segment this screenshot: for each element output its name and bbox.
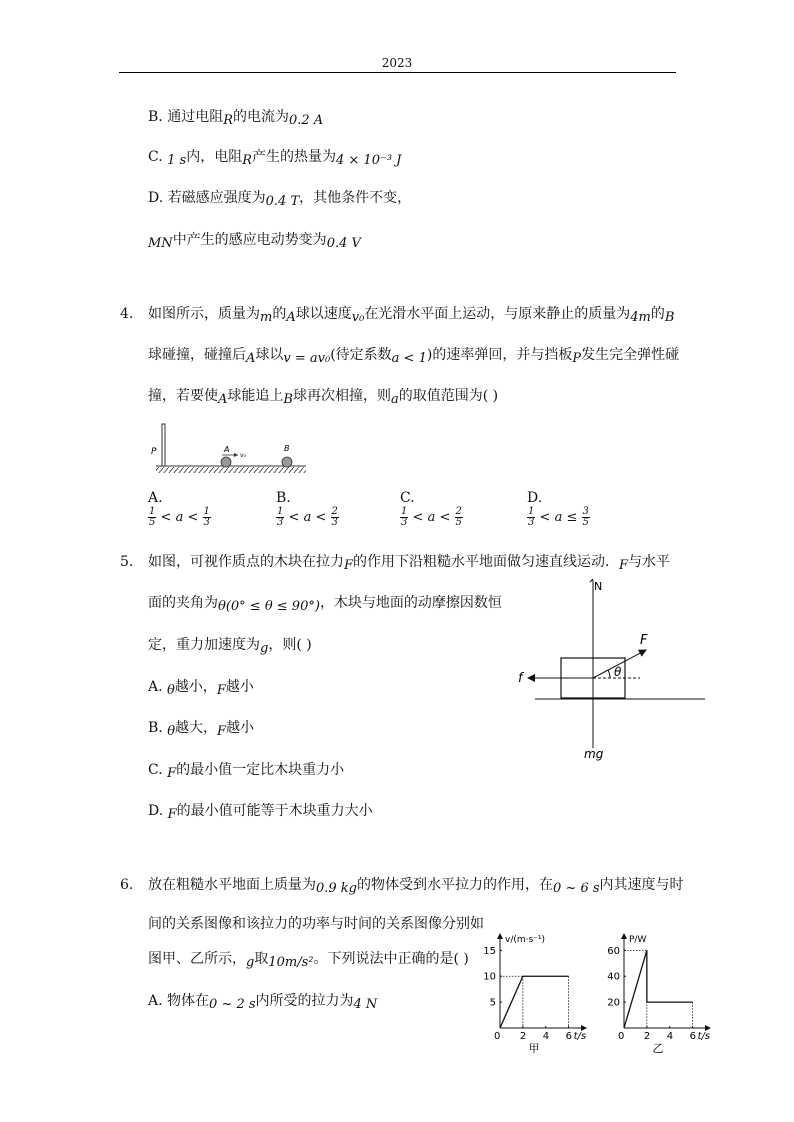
q6-text: 内所受的拉力为	[255, 993, 354, 1009]
angle-arc	[608, 670, 610, 678]
q4-line-2	[148, 346, 679, 365]
numerator: 3	[582, 506, 589, 517]
q5-theta: θ	[167, 724, 176, 739]
relation: <	[439, 510, 451, 525]
q3-option-d-text: D. 若磁感应强度为	[148, 190, 266, 206]
q6-text: 的物体受到水平拉力的作用，在	[357, 877, 554, 893]
velocity-time-chart	[474, 930, 594, 1055]
q5-force: F	[216, 683, 226, 698]
q5-force: F	[167, 766, 177, 781]
q4-line-1	[120, 305, 674, 324]
q4-ball-a: A	[246, 351, 256, 366]
plate-p	[162, 424, 165, 466]
q3-option-d-text3: 中产生的感应电动势变为	[172, 232, 327, 248]
normal-force-label: N	[594, 580, 603, 593]
numerator: 1	[277, 506, 284, 517]
q4-option-expression	[527, 507, 590, 528]
chart-caption: 乙	[652, 1042, 664, 1055]
q3-option-b-resistor: R	[223, 113, 233, 128]
denominator: 5	[149, 517, 156, 528]
ground-hatch	[156, 467, 306, 473]
q5-force: F	[217, 724, 227, 739]
q5-text: 与水平	[628, 554, 671, 570]
q5-option-d	[148, 802, 373, 821]
denominator: 3	[401, 517, 408, 528]
pull-force-label: F	[640, 633, 648, 648]
q4-option-a	[148, 490, 211, 528]
y-axis-label: v/(m·s⁻¹)	[505, 935, 546, 945]
q6-text: 取	[254, 951, 269, 967]
q3-option-c-text: 内，电阻	[186, 149, 243, 165]
fraction-lower	[527, 507, 535, 528]
q6-gravity-value: 10m/s²	[268, 955, 314, 970]
q4-option-label: C.	[400, 490, 415, 506]
q4-mass: m	[260, 310, 273, 325]
y-axis-label: P/W	[629, 935, 647, 945]
x-tick-label: 4	[666, 1031, 674, 1042]
q4-ball-b: B	[664, 310, 675, 325]
x-tick-label: 2	[519, 1031, 527, 1042]
q4-text: 如图所示，质量为	[148, 306, 260, 322]
q5-text: 的作用下沿粗糙水平地面做匀速直线运动．	[353, 554, 620, 570]
q4-text: 在光滑水平面上运动，与原来静止的质量为	[364, 306, 631, 322]
q4-number: 4.	[120, 306, 134, 322]
y-tick-label: 10	[483, 971, 496, 983]
denominator: 3	[528, 517, 535, 528]
q4-text: 球碰撞，碰撞后	[148, 347, 246, 363]
x-tick-label: 0	[618, 1031, 625, 1042]
q4-option-expression	[400, 507, 463, 528]
q5-text: ，木块与地面的动摩擦因数恒	[319, 595, 502, 611]
q5-force: F	[344, 558, 354, 573]
q5-text: 的最小值一定比木块重力小	[176, 762, 345, 778]
gravity-label: mg	[584, 747, 604, 761]
q3-option-d-text2: ，其他条件不变，	[299, 190, 412, 206]
q5-text: 如图，可视作质点的木块在拉力	[148, 554, 344, 570]
q4-text: 球以	[255, 347, 284, 363]
q4-text: (待定系数	[330, 347, 392, 363]
q5-force: F	[619, 558, 629, 573]
velocity-label: v₀	[240, 452, 246, 459]
numerator: 2	[455, 506, 462, 517]
q5-text: 越小，	[174, 679, 217, 695]
q5-text: 越小	[226, 720, 255, 736]
q5-figure	[510, 578, 710, 763]
q6-text: 图甲、乙所示，	[148, 951, 246, 967]
q3-option-d-continued	[148, 231, 361, 250]
ball-b-label: B	[284, 444, 290, 453]
x-tick-label: 0	[494, 1031, 501, 1042]
relation: <	[160, 510, 172, 525]
q5-gravity: g	[260, 641, 269, 656]
q3-option-c-label: C.	[148, 149, 168, 165]
q4-mass-b: 4m	[630, 310, 651, 325]
variable: a	[427, 510, 436, 525]
q3-option-c-text2: 产生的热量为	[252, 149, 336, 165]
y-tick-label: 15	[483, 945, 496, 957]
q5-option-c	[148, 761, 344, 780]
theta-label: θ	[614, 665, 622, 679]
y-tick-label: 20	[607, 997, 620, 1009]
q6-time-range: 0 ~ 6 s	[553, 881, 600, 896]
velocity-arrowhead	[234, 453, 238, 457]
relation: <	[412, 510, 424, 525]
x-tick-label: 4	[542, 1031, 550, 1042]
q6-text: 放在粗糙水平地面上质量为	[148, 877, 316, 893]
q5-line-1	[120, 553, 670, 572]
q4-ball-a: A	[218, 392, 228, 407]
header-rule	[119, 72, 676, 73]
ball-b	[282, 457, 292, 467]
y-tick-label: 60	[607, 945, 620, 957]
q4-text: 的	[272, 306, 287, 322]
page-header-year: 2023	[381, 56, 413, 70]
q4-ball-b: B	[283, 392, 293, 407]
denominator: 3	[331, 517, 338, 528]
fraction-upper	[203, 507, 211, 528]
q6-text: 间的关系图像和该拉力的功率与时间的关系图像分别如	[148, 916, 484, 932]
q5-text: 的最小值可能等于木块重力大小	[176, 803, 373, 819]
q3-option-c-value: 4 × 10⁻³ J	[336, 153, 402, 168]
q3-option-d	[148, 189, 411, 208]
q4-coefficient: a	[390, 392, 399, 407]
data-line	[500, 976, 569, 1028]
fraction-upper	[331, 507, 339, 528]
q4-line-3	[148, 387, 498, 406]
q5-text: 越小	[225, 679, 254, 695]
numerator: 1	[401, 506, 408, 517]
x-tick-label: 6	[565, 1031, 572, 1042]
q4-option-expression	[276, 507, 339, 528]
q4-condition: a < 1	[391, 351, 427, 366]
ball-a	[221, 457, 231, 467]
q4-option-d	[527, 490, 590, 528]
q4-figure	[148, 420, 310, 478]
fraction-upper	[455, 507, 463, 528]
q6-text: 。下列说法中正确的是( )	[313, 951, 469, 967]
numerator: 1	[149, 506, 156, 517]
q4-plate: P	[572, 351, 582, 366]
x-tick-label: 6	[689, 1031, 696, 1042]
q6-option-a-range: 0 ~ 2 s	[209, 997, 256, 1012]
q5-line-2	[148, 594, 502, 613]
q5-force: F	[167, 807, 177, 822]
denominator: 3	[277, 517, 284, 528]
data-line	[624, 950, 693, 1028]
q4-option-b	[276, 490, 339, 528]
q4-option-label: A.	[148, 490, 163, 506]
relation: <	[315, 510, 327, 525]
relation: <	[288, 510, 300, 525]
q5-option-b-label: B.	[148, 720, 168, 736]
q6-text: A. 物体在	[148, 993, 210, 1009]
q6-mass: 0.9 kg	[316, 881, 358, 896]
y-tick-label: 5	[489, 997, 496, 1009]
q5-line-3	[148, 636, 312, 655]
fraction-upper	[582, 507, 590, 528]
friction-label: f	[518, 671, 523, 686]
ball-a-label: A	[224, 445, 230, 454]
q5-text: 定，重力加速度为	[148, 637, 260, 653]
q6-line-3	[148, 950, 469, 969]
denominator: 5	[582, 517, 589, 528]
y-tick-label: 40	[607, 971, 620, 983]
fraction-lower	[276, 507, 284, 528]
x-axis-label: t/s	[697, 1031, 711, 1042]
q4-text: 的取值范围为( )	[398, 388, 499, 404]
q6-number: 6.	[120, 877, 134, 893]
q6-option-a	[148, 992, 377, 1011]
q4-text: 球以速度	[295, 306, 352, 322]
q5-option-a	[148, 678, 254, 697]
chart-caption: 甲	[528, 1042, 540, 1055]
q3-option-c-resistor: R	[242, 153, 252, 168]
q4-text: 球能追上	[227, 388, 284, 404]
q6-option-a-force: 4 N	[353, 997, 378, 1012]
q3-option-c	[148, 148, 401, 167]
denominator: 5	[455, 517, 462, 528]
relation: <	[187, 510, 199, 525]
fraction-lower	[400, 507, 408, 528]
numerator: 2	[331, 506, 338, 517]
x-axis-label: t/s	[573, 1031, 587, 1042]
numerator: 1	[203, 506, 210, 517]
q3-option-b-text2: 的电流为	[233, 109, 289, 125]
q3-option-b-value: 0.2 A	[289, 113, 324, 128]
q5-text: ，则( )	[268, 637, 312, 653]
q4-option-label: D.	[527, 490, 543, 506]
q6-gravity: g	[246, 955, 255, 970]
denominator: 3	[203, 517, 210, 528]
q4-ball-a: A	[286, 310, 296, 325]
relation: ≤	[566, 510, 578, 525]
q4-speed: v₀	[351, 310, 365, 325]
q6-line-1	[120, 876, 684, 895]
q5-option-d-label: D.	[148, 803, 168, 819]
plate-label: P	[151, 447, 157, 457]
q4-text: )的速率弹回，并与挡板	[426, 347, 573, 363]
q4-rebound-speed: v = av₀	[283, 351, 331, 366]
x-tick-label: 2	[643, 1031, 651, 1042]
q5-text: 面的夹角为	[148, 595, 218, 611]
q5-option-a-label: A.	[148, 679, 168, 695]
q4-text: 发生完全弹性碰	[581, 347, 680, 363]
relation: <	[539, 510, 551, 525]
numerator: 1	[528, 506, 535, 517]
q5-theta: θ	[167, 683, 175, 698]
q6-text: 内其速度与时	[599, 877, 684, 893]
q5-text: 越大，	[175, 720, 218, 736]
fraction-lower	[148, 507, 156, 528]
q3-option-d-rod: MN	[148, 236, 173, 251]
q4-option-expression	[148, 507, 211, 528]
q3-option-d-field: 0.4 T	[265, 194, 300, 209]
variable: a	[175, 510, 184, 525]
power-time-chart	[598, 930, 718, 1055]
q4-text: 的	[650, 306, 665, 322]
q4-option-c	[400, 490, 463, 528]
q5-number: 5.	[120, 554, 134, 570]
q4-text: 撞，若要使	[148, 388, 218, 404]
q3-option-b	[148, 108, 323, 127]
q6-line-2	[148, 915, 484, 933]
q3-option-c-time: 1 s	[167, 153, 187, 168]
q3-option-d-emf: 0.4 V	[326, 236, 361, 251]
q5-option-b	[148, 719, 254, 738]
q3-option-b-text: B. 通过电阻	[148, 109, 224, 125]
variable: a	[554, 510, 563, 525]
q4-option-label: B.	[276, 490, 291, 506]
q5-option-c-label: C.	[148, 762, 168, 778]
q4-text: 球再次相撞，则	[292, 388, 391, 404]
q5-angle-range: θ(0° ≤ θ ≤ 90°)	[218, 599, 320, 614]
variable: a	[303, 510, 312, 525]
